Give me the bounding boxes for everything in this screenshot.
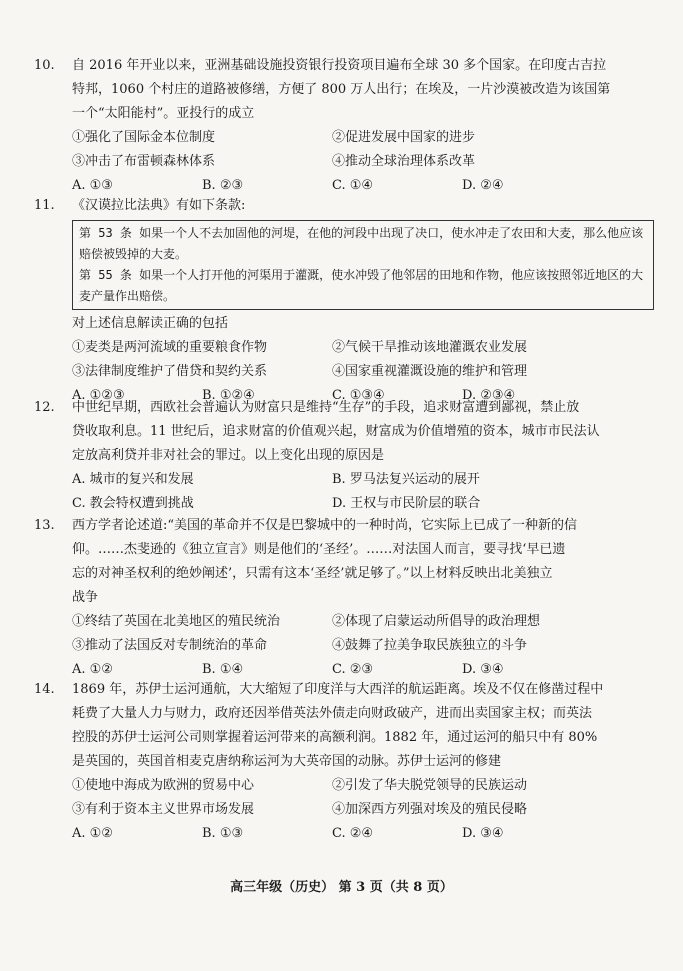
question-14 bbox=[34, 678, 654, 846]
question-lead: 对上述信息解读正确的包括 bbox=[72, 316, 229, 331]
choice-b: B. 罗马法复兴运动的展开 bbox=[332, 472, 480, 487]
question-number: 10. bbox=[34, 58, 55, 73]
choice-c: C. ②④ bbox=[332, 826, 374, 841]
choice-a: A. ①② bbox=[72, 826, 113, 841]
law-article-53: 第 53 条 如果一个人不去加固他的河堤，在他的河段中出现了决口，使水冲走了农田和大麦，那么他应该赔偿被毁掉的大麦。 bbox=[79, 226, 644, 261]
statement-1: ①终结了英国在北美地区的殖民统治 bbox=[72, 614, 281, 629]
choice-c: C. 教会特权遭到挑战 bbox=[72, 496, 194, 511]
choice-d: D. ②③④ bbox=[462, 388, 516, 403]
page-footer: 高三年级（历史） 第 3 页（共 8 页） bbox=[230, 880, 453, 895]
choice-b: B. ①③ bbox=[202, 826, 244, 841]
choice-row bbox=[34, 492, 654, 516]
question-11 bbox=[34, 194, 654, 408]
question-13 bbox=[34, 514, 654, 682]
question-text-line: 控股的苏伊士运河公司则掌握着运河带来的高额利润。1882 年，通过运河的船只中有 80% bbox=[72, 730, 598, 745]
question-text-line: 《汉谟拉比法典》有如下条款: bbox=[72, 198, 246, 213]
statement-1: ①使地中海成为欧洲的贸易中心 bbox=[72, 778, 255, 793]
choice-c: C. ①④ bbox=[332, 178, 374, 193]
statement-4: ④推动全球治理体系改革 bbox=[332, 154, 476, 169]
statement-row bbox=[34, 798, 654, 822]
question-text-line: 特邦，1060 个村庄的道路被修缮，方便了 800 万人出行；在埃及，一片沙漠被改造为该国第 bbox=[72, 82, 611, 97]
statement-row bbox=[34, 126, 654, 150]
choice-a: A. ①③ bbox=[72, 178, 113, 193]
choice-b: B. ①④ bbox=[202, 662, 244, 677]
statement-row bbox=[34, 610, 654, 634]
choice-a: A. ①② bbox=[72, 662, 113, 677]
question-number: 14. bbox=[34, 682, 55, 697]
question-number: 13. bbox=[34, 518, 55, 533]
question-text-line: 定放高利贷并非对社会的罪过。以上变化出现的原因是 bbox=[72, 448, 385, 463]
statement-3: ③有利于资本主义世界市场发展 bbox=[72, 802, 255, 817]
question-text-line: 忘的对神圣权利的绝妙阐述’，只需有这本‘圣经’就足够了。”以上材料反映出北美独立 bbox=[72, 566, 553, 581]
statement-2: ②气候干旱推动该地灌溉农业发展 bbox=[332, 340, 528, 355]
statement-2: ②引发了华夫脱党领导的民族运动 bbox=[332, 778, 528, 793]
statement-2: ②促进发展中国家的进步 bbox=[332, 130, 476, 145]
statement-4: ④国家重视灌溉设施的维护和管理 bbox=[332, 364, 528, 379]
quote-box bbox=[72, 220, 654, 310]
question-text-line: 一个“太阳能村”。亚投行的成立 bbox=[72, 106, 255, 121]
statement-4: ④加深西方列强对埃及的殖民侵略 bbox=[332, 802, 528, 817]
question-text-line: 中世纪早期，西欧社会普遍认为财富只是维持“生存”的手段，追求财富遭到鄙视，禁止放 bbox=[72, 400, 580, 415]
statement-row bbox=[34, 336, 654, 360]
statement-row bbox=[34, 634, 654, 658]
choice-d: D. ③④ bbox=[462, 662, 504, 677]
law-article-55: 第 55 条 如果一个人打开他的河渠用于灌溉，使水冲毁了他邻居的田地和作物，他应该按照邻近地区的大麦产量作出赔偿。 bbox=[79, 268, 644, 303]
question-number: 11. bbox=[34, 198, 55, 213]
question-text-line: 是英国的，英国首相麦克唐纳称运河为大英帝国的动脉。苏伊士运河的修建 bbox=[72, 754, 502, 769]
question-10 bbox=[34, 54, 654, 198]
choice-row bbox=[34, 468, 654, 492]
statement-1: ①麦类是两河流域的重要粮食作物 bbox=[72, 340, 268, 355]
choice-d: D. 王权与市民阶层的联合 bbox=[332, 496, 481, 511]
question-text-line: 仰。……杰斐逊的《独立宣言》则是他们的‘圣经’。……对法国人而言，要寻找‘早已遗 bbox=[72, 542, 566, 557]
choice-b: B. ②③ bbox=[202, 178, 244, 193]
question-12 bbox=[34, 396, 654, 516]
question-text-line: 西方学者论述道:“美国的革命并不仅是巴黎城中的一种时尚，它实际上已成了一种新的信 bbox=[72, 518, 578, 533]
question-text-line: 1869 年，苏伊士运河通航，大大缩短了印度洋与大西洋的航运距离。埃及不仅在修凿过程中 bbox=[72, 682, 604, 697]
question-number: 12. bbox=[34, 400, 55, 415]
choice-c: C. ②③ bbox=[332, 662, 374, 677]
choice-d: D. ③④ bbox=[462, 826, 504, 841]
statement-row bbox=[34, 150, 654, 174]
choice-a: A. ①②③ bbox=[72, 388, 125, 403]
statement-row bbox=[34, 360, 654, 384]
question-text-line: 贷收取利息。11 世纪后，追求财富的价值观兴起，财富成为价值增殖的资本，城市市民法认 bbox=[72, 424, 600, 439]
question-text-line: 自 2016 年开业以来，亚洲基础设施投资银行投资项目遍布全球 30 多个国家。在印度古吉拉 bbox=[72, 58, 607, 73]
choice-b: B. ①②④ bbox=[202, 388, 255, 403]
statement-row bbox=[34, 774, 654, 798]
statement-4: ④鼓舞了拉美争取民族独立的斗争 bbox=[332, 638, 528, 653]
question-text-line: 耗费了大量人力与财力，政府还因举借英法外债走向财政破产，进而出卖国家主权；而英法 bbox=[72, 706, 593, 721]
statement-2: ②体现了启蒙运动所倡导的政治理想 bbox=[332, 614, 541, 629]
question-text-line: 战争 bbox=[72, 590, 99, 605]
statement-3: ③冲击了布雷顿森林体系 bbox=[72, 154, 216, 169]
choice-a: A. 城市的复兴和发展 bbox=[72, 472, 194, 487]
choice-c: C. ①③④ bbox=[332, 388, 385, 403]
choice-row bbox=[34, 822, 654, 846]
statement-3: ③推动了法国反对专制统治的革命 bbox=[72, 638, 268, 653]
statement-3: ③法律制度维护了借贷和契约关系 bbox=[72, 364, 268, 379]
choice-d: D. ②④ bbox=[462, 178, 504, 193]
statement-1: ①强化了国际金本位制度 bbox=[72, 130, 216, 145]
